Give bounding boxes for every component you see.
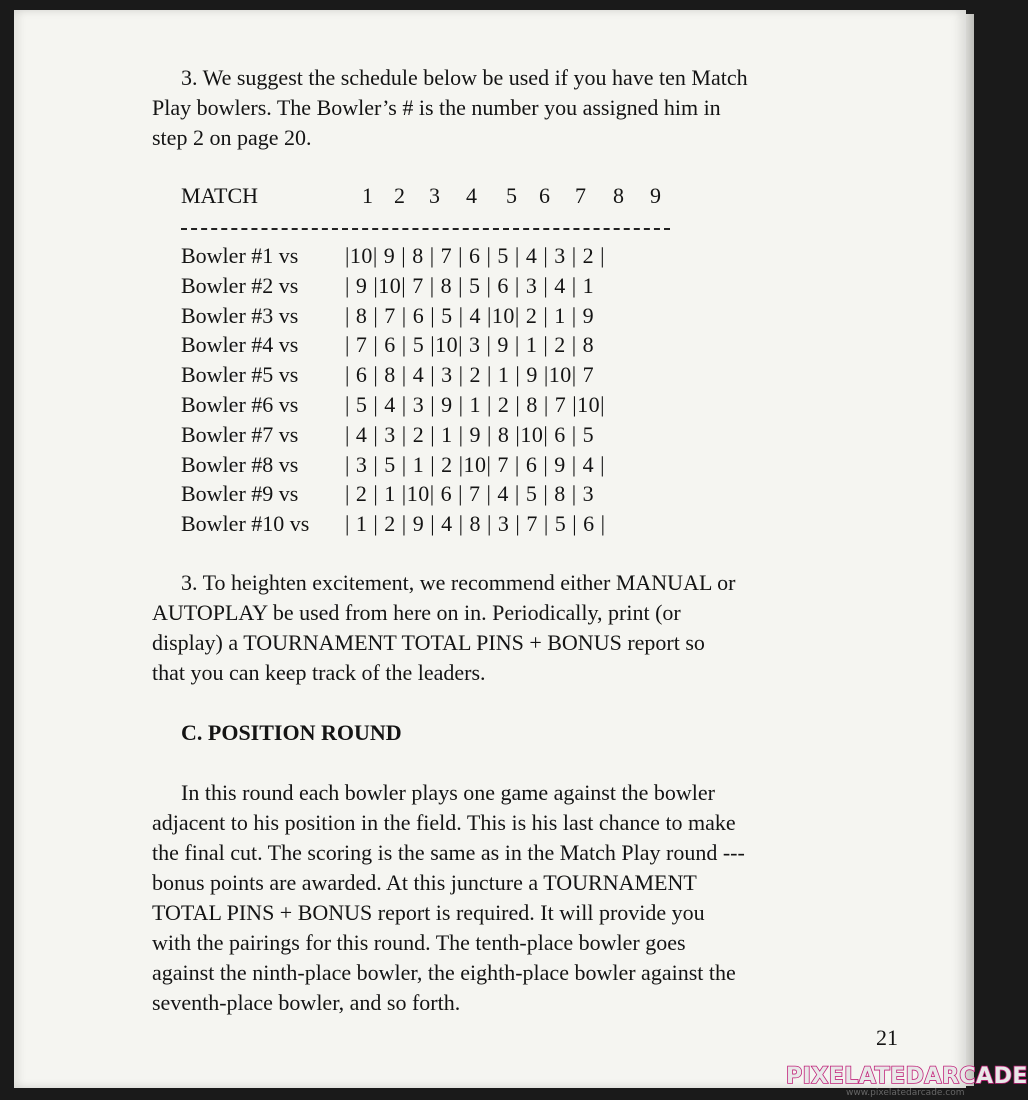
position-line: with the pairings for this round. The tenth-place bowler goes: [152, 930, 686, 955]
row-opponents: | 6 | 8 | 4 | 3 | 2 | 1 | 9 |10| 7: [345, 362, 595, 388]
watermark-url: www.pixelatedarcade.com: [846, 1088, 965, 1098]
match-number: 8: [613, 183, 624, 208]
position-line: seventh-place bowler, and so forth.: [152, 990, 461, 1015]
bleed-through: [560, 150, 565, 180]
row-label: Bowler #4 vs: [181, 332, 299, 358]
position-line: adjacent to his position in the field. This is his last chance to make: [152, 810, 736, 835]
intro-line: Play bowlers. The Bowler’s # is the number you assigned him in: [152, 95, 721, 120]
position-line: TOTAL PINS + BONUS report is required. It will provide you: [152, 900, 705, 925]
position-line: In this round each bowler plays one game against the bowler: [181, 780, 715, 805]
row-opponents: | 4 | 3 | 2 | 1 | 9 | 8 |10| 6 | 5: [345, 421, 595, 447]
excitement-line: 3. To heighten excitement, we recommend either MANUAL or: [181, 570, 736, 595]
row-opponents: | 5 | 4 | 3 | 9 | 1 | 2 | 8 | 7 |10|: [345, 391, 606, 417]
row-opponents: | 8 | 7 | 6 | 5 | 4 |10| 2 | 1 | 9: [345, 302, 595, 328]
row-label: Bowler #7 vs: [181, 421, 299, 447]
page-edge: [966, 14, 974, 1086]
intro-line: 3. We suggest the schedule below be used if you have ten Match: [181, 65, 748, 90]
section-heading: C. POSITION ROUND: [181, 720, 402, 745]
row-opponents: | 2 | 1 |10| 6 | 7 | 4 | 5 | 8 | 3: [345, 481, 595, 507]
row-label: Bowler #1 vs: [181, 243, 299, 268]
match-number: 1: [362, 183, 373, 208]
row-label: Bowler #6 vs: [181, 391, 299, 417]
match-number: 5: [506, 183, 517, 208]
position-line: the final cut. The scoring is the same as in the Match Play round ---: [152, 840, 745, 865]
row-opponents: | 7 | 6 | 5 |10| 3 | 9 | 1 | 2 | 8: [345, 332, 595, 358]
row-label: Bowler #3 vs: [181, 302, 299, 328]
row-label: Bowler #8 vs: [181, 451, 299, 477]
page-number: 21: [876, 1025, 898, 1050]
match-number: 4: [466, 183, 477, 208]
watermark-logo: PIXELATEDARCADE: [786, 1064, 1028, 1089]
row-label: Bowler #5 vs: [181, 362, 299, 388]
row-opponents: | 1 | 2 | 9 | 4 | 8 | 3 | 7 | 5 | 6 |: [345, 511, 606, 537]
row-label: Bowler #9 vs: [181, 481, 299, 507]
row-opponents: | 9 |10| 7 | 8 | 5 | 6 | 3 | 4 | 1: [345, 272, 595, 298]
row-opponents: | 3 | 5 | 1 | 2 |10| 7 | 6 | 9 | 4 |: [345, 451, 606, 477]
schedule-divider: [181, 228, 670, 230]
match-number: 7: [575, 183, 586, 208]
match-number: 6: [539, 183, 550, 208]
match-number: 2: [394, 183, 405, 208]
row-label: Bowler #2 vs: [181, 272, 299, 298]
position-line: bonus points are awarded. At this juncture a TOURNAMENT: [152, 870, 697, 895]
excitement-line: AUTOPLAY be used from here on in. Periodically, print (or: [152, 600, 681, 625]
position-line: against the ninth-place bowler, the eighth-place bowler against the: [152, 960, 736, 985]
match-number: 9: [650, 183, 661, 208]
excitement-line: display) a TOURNAMENT TOTAL PINS + BONUS report so: [152, 630, 705, 655]
row-label: Bowler #10 vs: [181, 511, 310, 537]
row-opponents: |10| 9 | 8 | 7 | 6 | 5 | 4 | 3 | 2 |: [345, 243, 606, 268]
match-number: 3: [429, 183, 440, 208]
match-label: MATCH: [181, 183, 259, 208]
intro-line: step 2 on page 20.: [152, 125, 312, 150]
excitement-line: that you can keep track of the leaders.: [152, 660, 486, 685]
